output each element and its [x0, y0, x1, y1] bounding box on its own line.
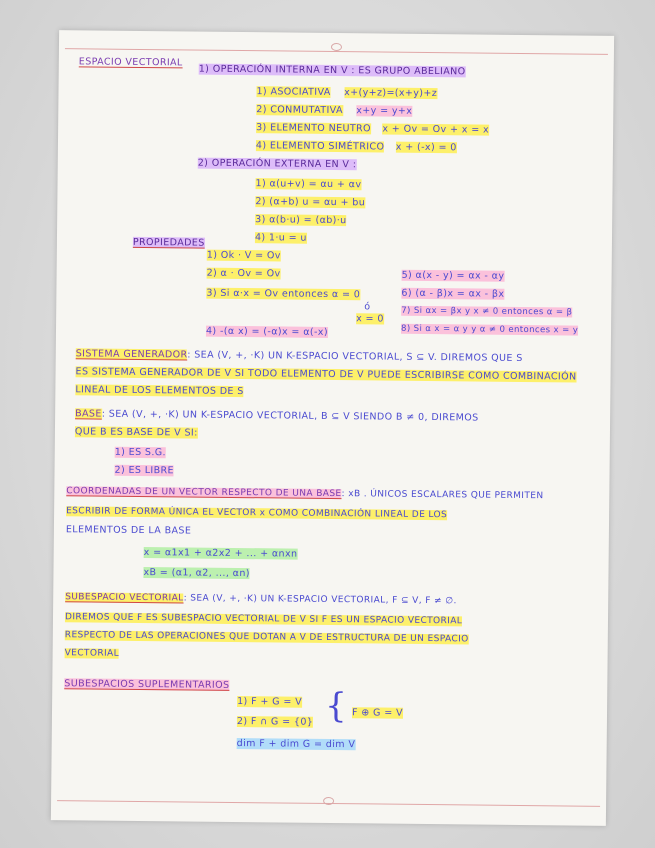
notebook-page: [51, 30, 614, 826]
subspace-line-3-text: RESPECTO DE LAS OPERACIONES QUE DOTAN A V DE ESTRUCTURA DE UN ESPACIO: [64, 630, 469, 645]
conmutativa-label: 2) CONMUTATIVA: [256, 104, 343, 117]
base-item-1-text: 1) ES S.G.: [114, 446, 167, 459]
coords-line-1-text: : xB . ÚNICOS ESCALARES QUE PERMITEN: [341, 489, 544, 502]
coords-line-2-text: ESCRIBIR DE FORMA ÚNICA EL VECTOR x COMO COMBINACIÓN LINEAL DE LOS: [66, 506, 448, 521]
prop-7-text: 7) Si αx = βx y x ≠ 0 entonces α = β: [401, 305, 573, 318]
prop-3-alt: [356, 313, 384, 324]
prop-1-text: 1) Ok · V = Ov: [206, 249, 281, 262]
supplementary-dim-text: dim F + dim G = dim V: [236, 738, 356, 751]
coords-heading: COORDENADAS DE UN VECTOR RESPECTO DE UNA BASE: [66, 486, 342, 500]
supplementary-cond-2-text: 2) F ∩ G = {0}: [236, 716, 314, 728]
ext-prop-1: [255, 178, 361, 190]
generator-line-1-text: : SEA (V, +, ·K) UN K-ESPACIO VECTORIAL, S ⊆ V. DIREMOS QUE S: [187, 349, 523, 364]
generator-heading: SISTEMA GENERADOR: [75, 348, 188, 361]
subspace-line-3: [65, 630, 469, 644]
subspace-heading: SUBESPACIO VECTORIAL: [65, 592, 184, 604]
neutro-row: [256, 122, 489, 135]
supplementary-cond-1: [237, 696, 302, 708]
prop-2: [207, 268, 281, 280]
base-line-2-text: QUE B ES BASE DE V SI:: [74, 426, 198, 439]
base-item-1: [115, 447, 166, 459]
coords-formula-1: [144, 547, 298, 560]
ext-prop-2: [255, 196, 365, 208]
prop-6: [401, 288, 504, 300]
ext-prop-3-text: 3) α(b·u) = (αb)·u: [255, 214, 347, 227]
punch-hole-bottom: [323, 797, 334, 805]
conmutativa-formula: x+y = y+x: [356, 105, 413, 117]
base-line-1: [75, 408, 479, 423]
prop-3: [206, 288, 360, 301]
ext-prop-2-text: 2) (α+b) u = αu + bu: [255, 196, 366, 209]
simetrico-formula: x + (-x) = 0: [395, 141, 457, 154]
base-line-2: [75, 426, 198, 438]
prop-3-alt-text: x = 0: [356, 313, 384, 325]
prop-4-text: 4) -(α x) = (-α)x = α(-x): [205, 325, 329, 338]
asociativa-label: 1) ASOCIATIVA: [256, 86, 331, 98]
generator-line-3: [75, 384, 243, 397]
prop-7: [401, 306, 572, 318]
ext-prop-4-text: 4) 1·u = u: [254, 232, 307, 244]
base-item-2-text: 2) ES LIBRE: [114, 464, 175, 477]
prop-5-text: 5) α(x - y) = αx - αy: [401, 269, 505, 282]
simetrico-row: [256, 140, 457, 153]
coords-formula-2: [143, 567, 250, 579]
prop-4: [206, 326, 328, 338]
base-heading: BASE: [75, 408, 102, 420]
prop-8-text: 8) Si α x = α y y α ≠ 0 entonces x = y: [400, 323, 579, 336]
simetrico-label: 4) ELEMENTO SIMÉTRICO: [255, 140, 385, 153]
properties-heading: [133, 237, 205, 249]
internal-operation: [199, 64, 466, 78]
base-line-1-text: : SEA (V, +, ·K) UN K-ESPACIO VECTORIAL, B ⊆ V SIENDO B ≠ 0, DIREMOS: [101, 408, 479, 424]
base-item-2: [114, 465, 174, 477]
prop-5: [402, 270, 505, 282]
prop-2-text: 2) α · Ov = Ov: [206, 267, 281, 280]
punch-hole-top: [331, 43, 342, 51]
generator-line-2-text: ES SISTEMA GENERADOR DE V SI TODO ELEMENTO DE V PUEDE ESCRIBIRSE COMO COMBINACIÓN: [75, 366, 577, 383]
coords-line-1: [66, 486, 543, 501]
coords-formula-2-text: xB = (α1, α2, ..., αn): [143, 567, 250, 580]
subspace-line-1-text: : SEA (V, +, ·K) UN K-ESPACIO VECTORIAL, F ⊆ V, F ≠ ∅.: [183, 593, 457, 607]
ext-prop-1-text: 1) α(u+v) = αu + αv: [255, 178, 362, 191]
properties-heading-text: PROPIEDADES: [132, 236, 205, 249]
coords-line-2: [66, 506, 447, 520]
external-operation: [198, 158, 357, 171]
prop-6-text: 6) (α - β)x = αx - βx: [401, 287, 505, 300]
subspace-line-2-text: DIREMOS QUE F ES SUBESPACIO VECTORIAL DE V SI F ES UN ESPACIO VECTORIAL: [64, 612, 463, 627]
subspace-line-1: [65, 592, 457, 606]
ext-prop-3: [255, 214, 347, 226]
supplementary-result-text: F ⊕ G = V: [351, 707, 404, 719]
asociativa-formula: x+(y+z)=(x+y)+z: [344, 87, 438, 100]
prop-3-text: 3) Si α·x = Ov entonces α = 0: [206, 287, 361, 301]
asociativa-row: [256, 86, 437, 99]
neutro-formula: x + Ov = Ov + x = x: [382, 123, 490, 136]
supplementary-cond-2: [237, 716, 313, 728]
supplementary-result: [352, 707, 403, 719]
generator-line-2: [76, 366, 577, 382]
neutro-label: 3) ELEMENTO NEUTRO: [256, 122, 372, 135]
coords-line-3-text: ELEMENTOS DE LA BASE: [65, 524, 192, 537]
supplementary-heading: [64, 678, 229, 691]
ext-prop-4: [255, 232, 307, 244]
page-title: ESPACIO VECTORIAL: [78, 56, 183, 69]
supplementary-heading-text: SUBESPACIOS SUPLEMENTARIOS: [64, 678, 230, 691]
prop-3-or: ó: [364, 301, 371, 313]
external-operation-text: 2) OPERACIÓN EXTERNA EN V :: [197, 157, 357, 171]
prop-8: [401, 324, 578, 336]
generator-line-3-text: LINEAL DE LOS ELEMENTOS DE S: [75, 384, 244, 398]
conmutativa-row: [256, 104, 412, 117]
curly-brace: {: [324, 685, 347, 727]
subspace-line-4-text: VECTORIAL: [64, 648, 120, 659]
internal-operation-text: 1) OPERACIÓN INTERNA EN V : ES GRUPO ABELIANO: [198, 63, 466, 78]
subspace-line-4: [65, 648, 119, 659]
coords-line-3: [66, 524, 191, 536]
coords-formula-1-text: x = α1x1 + α2x2 + ... + αnxn: [143, 547, 298, 560]
supplementary-dim: [237, 738, 356, 750]
supplementary-cond-1-text: 1) F + G = V: [237, 696, 303, 708]
generator-line-1: [76, 348, 523, 364]
prop-1: [207, 250, 281, 262]
subspace-line-2: [65, 612, 462, 626]
